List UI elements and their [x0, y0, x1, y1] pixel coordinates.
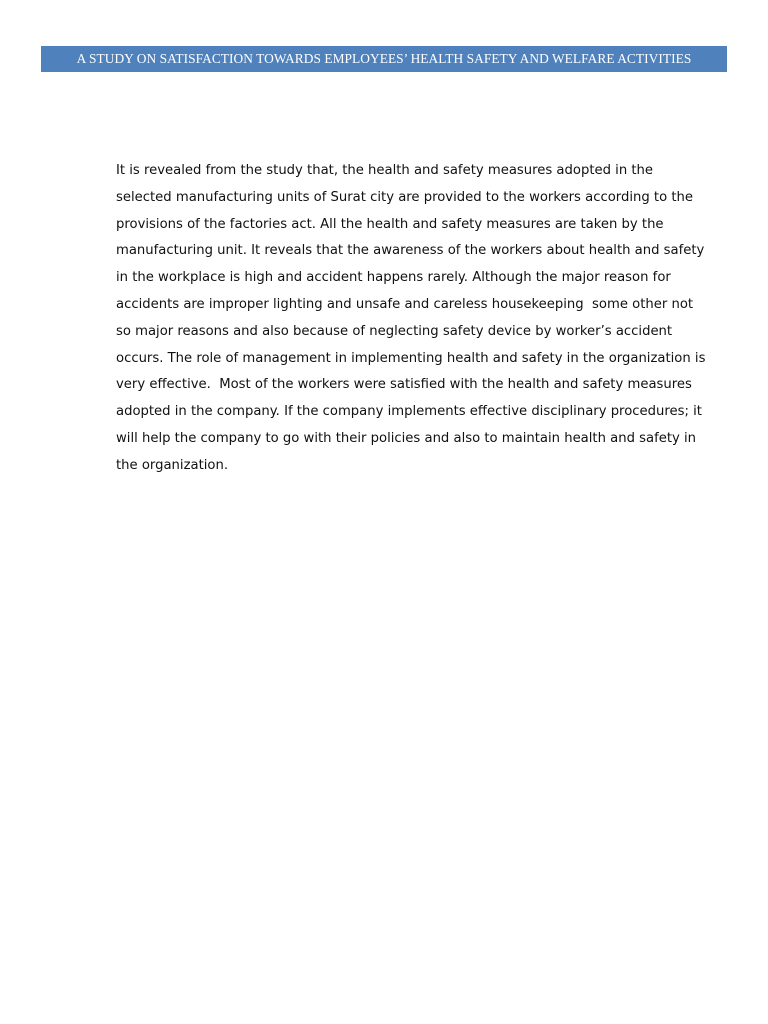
paragraph-line: provisions of the factories act. All the health and safety measures are taken by the — [116, 216, 664, 232]
body-paragraph — [116, 158, 706, 480]
paragraph-line: accidents are improper lighting and unsafe and careless housekeeping some other not — [116, 296, 694, 312]
paragraph-line: very effective. Most of the workers were satisfied with the health and safety measures — [116, 377, 692, 393]
paragraph-line: occurs. The role of management in implementing health and safety in the organization is — [116, 350, 706, 366]
paragraph-line: adopted in the company. If the company implements effective disciplinary procedures; it — [116, 404, 702, 420]
paragraph-line: It is revealed from the study that, the health and safety measures adopted in the — [116, 163, 654, 178]
paragraph-line: in the workplace is high and accident happens rarely. Although the major reason for — [116, 270, 671, 286]
header-banner — [41, 46, 727, 72]
paragraph-line: selected manufacturing units of Surat city are provided to the workers according to the — [116, 189, 693, 205]
header-title: A STUDY ON SATISFACTION TOWARDS EMPLOYEES’ HEALTH SAFETY AND WELFARE ACTIVITIES — [76, 51, 692, 66]
paragraph-line: will help the company to go with their policies and also to maintain health and safety in — [116, 430, 697, 446]
paragraph-line: the organization. — [116, 457, 229, 473]
paragraph-line: manufacturing unit. It reveals that the awareness of the workers about health and safety — [116, 243, 705, 259]
paragraph-line: so major reasons and also because of neglecting safety device by worker’s accident — [116, 323, 673, 339]
